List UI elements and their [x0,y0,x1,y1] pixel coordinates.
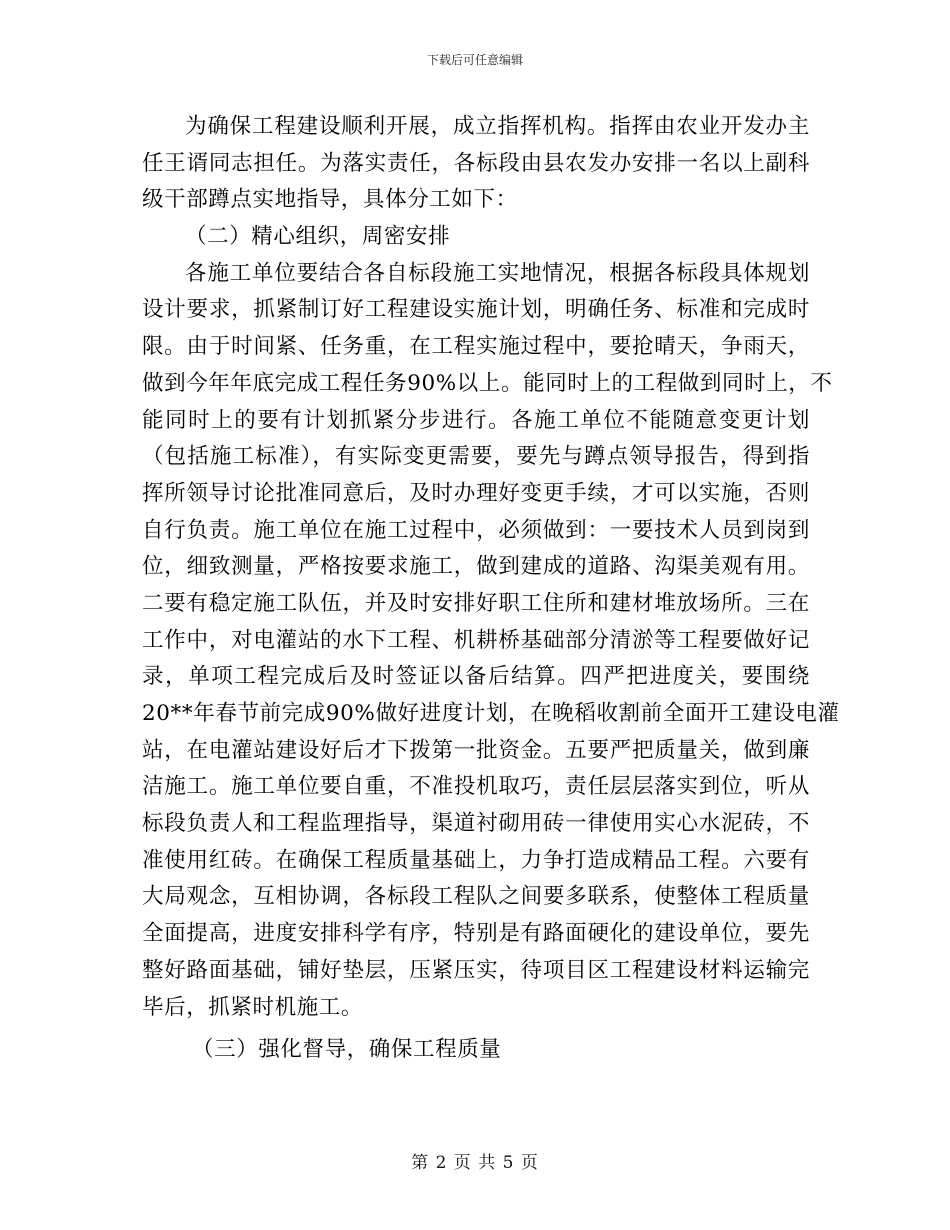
paragraph-line: 任王谞同志担任。为落实责任，各标段由县农发办安排一名以上副科 [142,150,810,176]
paragraph-line: （包括施工标准），有实际变更需要，要先与蹲点领导报告，得到指 [142,444,810,470]
paragraph-line: 能同时上的要有计划抓紧分步进行。各施工单位不能随意变更计划 [142,407,810,433]
document-body [142,109,840,1069]
page-header-note: 下载后可任意编辑 [426,53,523,67]
paragraph-line: 级干部蹲点实地指导，具体分工如下： [142,187,518,213]
paragraph-line: 各施工单位要结合各自标段施工实地情况，根据各标段具体规划 [185,260,810,286]
paragraph-line: 毕后，抓紧时机施工。 [142,994,364,1020]
paragraph-line: 二要有稳定施工队伍，并及时安排好职工住所和建材堆放场所。三在 [142,590,810,616]
paragraph-line: 准使用红砖。在确保工程质量基础上，力争打造成精品工程。六要有 [142,847,810,873]
paragraph-line: 做到今年年底完成工程任务90%以上。能同时上的工程做到同时上，不 [142,370,833,396]
paragraph-line: 大局观念，互相协调，各标段工程队之间要多联系，使整体工程质量 [142,884,810,910]
section-heading-2: （二）精心组织，周密安排 [185,224,451,250]
paragraph-line: 录，单项工程完成后及时签证以备后结算。四严把进度关，要围绕 [142,664,810,690]
paragraph-line: 挥所领导讨论批准同意后，及时办理好变更手续，才可以实施，否则 [142,480,810,506]
paragraph-line: 限。由于时间紧、任务重，在工程实施过程中，要抢晴天，争雨天， [142,334,810,360]
paragraph-line: 20**年春节前完成90%做好进度计划，在晚稻收割前全面开工建设电灌 [142,701,840,726]
paragraph-line: 设计要求，抓紧制订好工程建设实施计划，明确任务、标准和完成时 [142,297,810,323]
page-number: 第 2 页 共 5 页 [411,1153,539,1173]
paragraph-line: 位，细致测量，严格按要求施工，做到建成的道路、沟渠美观有用。 [142,554,810,580]
paragraph-line: 为确保工程建设顺利开展，成立指挥机构。指挥由农业开发办主 [185,114,810,139]
paragraph-line: 站，在电灌站建设好后才下拨第一批资金。五要严把质量关，做到廉 [142,737,810,763]
paragraph-line: 全面提高，进度安排科学有序，特别是有路面硬化的建设单位，要先 [142,921,810,947]
paragraph-command-structure [142,109,810,219]
paragraph-line: 自行负责。施工单位在施工过程中，必须做到：一要技术人员到岗到 [142,517,810,543]
paragraph-line: 整好路面基础，铺好垫层，压紧压实，待项目区工程建设材料运输完 [142,957,810,983]
paragraph-organization [142,256,840,1026]
paragraph-line: 洁施工。施工单位要自重，不准投机取巧，责任层层落实到位，听从 [142,774,810,800]
section-heading-3: （三）强化督导，确保工程质量 [192,1037,502,1063]
paragraph-line: 工作中，对电灌站的水下工程、机耕桥基础部分清淤等工程要做好记 [142,627,810,653]
paragraph-line: 标段负责人和工程监理指导，渠道衬砌用砖一律使用实心水泥砖，不 [142,811,810,837]
